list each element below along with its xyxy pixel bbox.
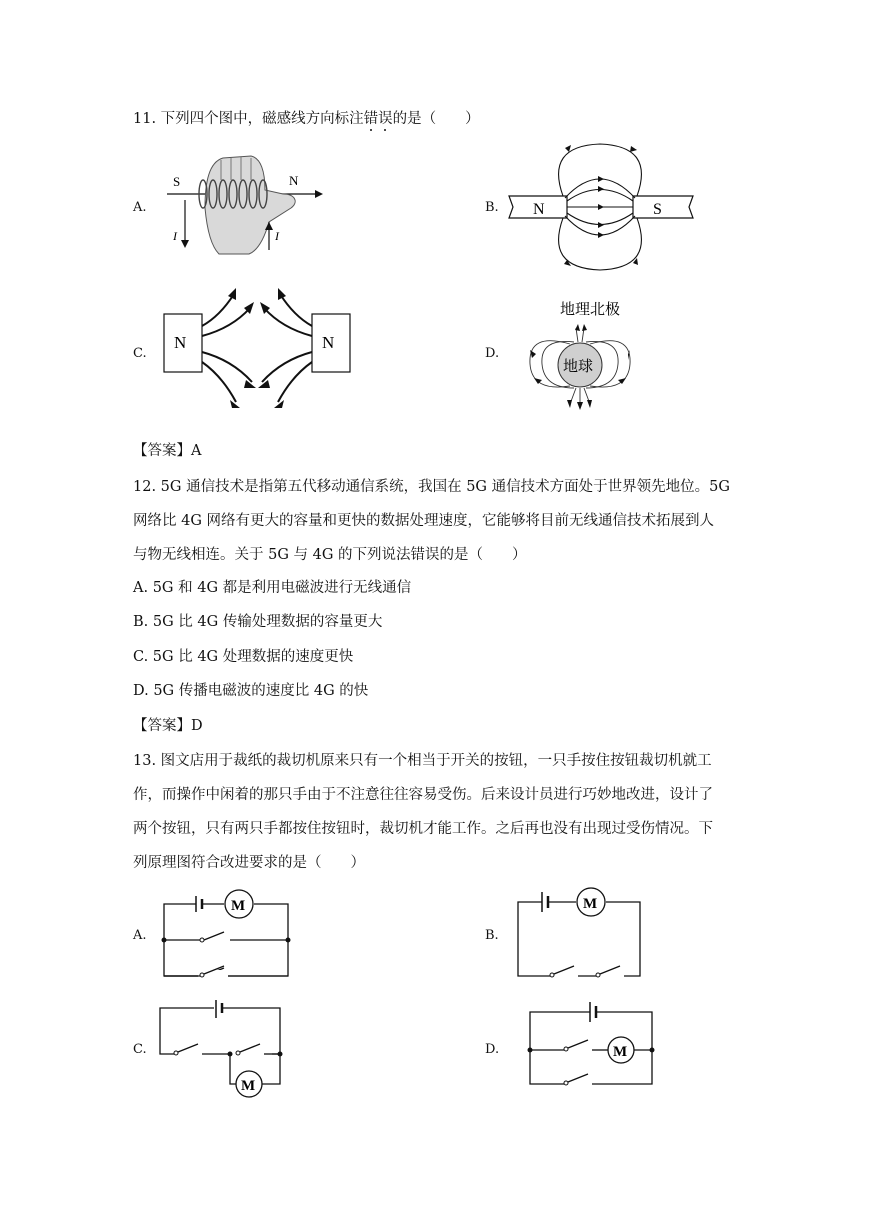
q11-answer: 【答案】A	[133, 443, 202, 459]
q13-a-motor: M	[231, 898, 246, 914]
q13-stem-line-1: 13. 图文店用于裁纸的裁切机原来只有一个相当于开关的按钮，一只手按住按钮裁切机就工	[133, 753, 712, 769]
q11-b-pole-s: S	[653, 201, 662, 218]
q13-stem-line-3: 两个按钮，只有两只手都按住按钮时，裁切机才能工作。之后再也没有出现过受伤情况。下	[133, 821, 713, 837]
q13-option-b-label: B.	[485, 928, 499, 943]
q13-option-c-label: C.	[133, 1042, 147, 1057]
q11-a-pole-n: N	[289, 173, 299, 188]
q12-option-d: D. 5G 传播电磁波的速度比 4G 的快	[133, 683, 369, 699]
q12-answer: 【答案】D	[133, 718, 203, 734]
q11-figure-b-bar-magnets	[505, 138, 697, 274]
q11-stem-prefix: 11. 下列四个图中，磁感线方向标注	[133, 111, 364, 127]
q12-option-b: B. 5G 比 4G 传输处理数据的容量更大	[133, 614, 383, 630]
q12-stem-line-1: 12. 5G 通信技术是指第五代移动通信系统，我国在 5G 通信技术方面处于世界领先地位。5G	[133, 479, 730, 495]
q11-c-pole-left: N	[174, 333, 187, 352]
q13-d-motor: M	[613, 1044, 628, 1060]
q11-figure-c-two-n-poles	[162, 286, 352, 410]
q11-option-b-label: B.	[485, 200, 499, 215]
q11-a-pole-s: S	[173, 174, 181, 189]
q11-emphasis-2: 误	[378, 111, 393, 127]
q13-b-motor: M	[583, 896, 598, 912]
q11-c-pole-right: N	[322, 333, 335, 352]
q11-a-current-left: I	[173, 229, 177, 243]
q12-option-c: C. 5G 比 4G 处理数据的速度更快	[133, 649, 354, 665]
q13-option-a-label: A.	[133, 928, 147, 943]
q13-stem-line-4: 列原理图符合改进要求的是（ ）	[133, 855, 365, 871]
q11-stem	[133, 109, 480, 129]
q11-option-c-label: C.	[133, 346, 147, 361]
q12-stem-line-2: 网络比 4G 网络有更大的容量和更快的数据处理速度，它能够将目前无线通信技术拓展到人	[133, 513, 715, 529]
q11-a-current-right: I	[275, 229, 279, 243]
q13-option-d-label: D.	[485, 1042, 500, 1057]
q12-stem-line-3: 与物无线相连。关于 5G 与 4G 的下列说法错误的是（ ）	[133, 547, 527, 563]
q13-stem-line-2: 作，而操作中闲着的那只手由于不注意往往容易受伤。后来设计员进行巧妙地改进，设计了	[133, 787, 713, 803]
q11-d-globe: 地球	[563, 357, 594, 375]
q11-figure-a-solenoid-hand	[165, 150, 325, 262]
q12-option-a: A. 5G 和 4G 都是利用电磁波进行无线通信	[133, 580, 412, 596]
q11-figure-d-earth-field	[520, 294, 642, 412]
q11-stem-suffix: 的是（ ）	[392, 111, 480, 127]
q13-circuit-a	[158, 888, 294, 980]
q13-circuit-d	[522, 998, 658, 1090]
q13-c-motor: M	[241, 1078, 256, 1094]
q11-emphasis-1: 错	[363, 111, 379, 127]
q13-circuit-b	[512, 886, 644, 980]
q13-circuit-c	[156, 998, 288, 1098]
q11-d-caption: 地理北极	[560, 300, 621, 318]
q11-option-a-label: A.	[133, 200, 147, 215]
q11-option-d-label: D.	[485, 346, 500, 361]
q11-b-pole-n: N	[533, 201, 545, 218]
